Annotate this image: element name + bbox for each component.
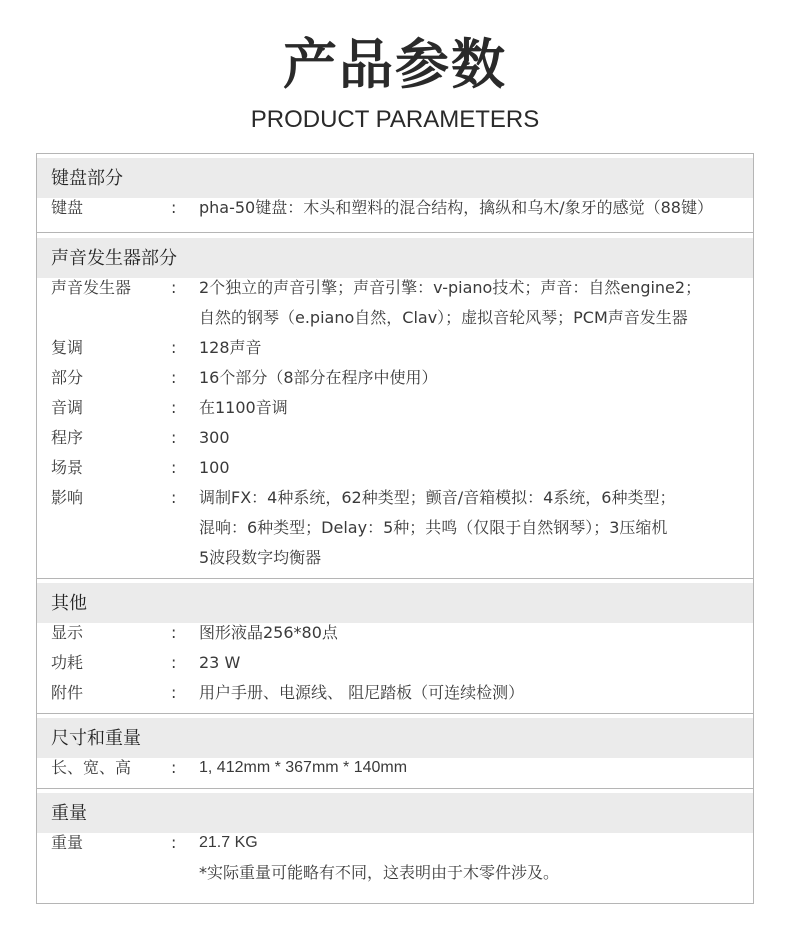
section-divider	[37, 578, 753, 579]
section-heading-dimensions: 尺寸和重量	[37, 718, 753, 758]
row-label: 音调	[51, 398, 84, 417]
row-colon: :	[171, 338, 177, 357]
row-value: 1, 412mm * 367mm * 140mm	[199, 759, 408, 776]
section-divider	[37, 713, 753, 714]
row-value: 调制FX：4种系统，62种类型；颤音/音箱模拟：4系统，6种类型； 混响：6种类型；Delay：5种；共鸣（仅限于自然钢琴）；3压缩机 5波段数字均衡器	[199, 488, 676, 567]
row-colon: :	[171, 833, 177, 852]
row-value: 16个部分（8部分在程序中使用）	[199, 368, 438, 387]
row-colon: :	[171, 653, 177, 672]
row-label: 部分	[51, 368, 84, 387]
row-value: 2个独立的声音引擎；声音引擎：v-piano技术；声音：自然engine2； 自然的钢琴（e.piano自然，Clav）；虚拟音轮风琴；PCM声音发生器	[199, 278, 702, 327]
row-value: 23 W	[199, 653, 241, 672]
row-label: 键盘	[51, 198, 84, 217]
row-value: 100	[199, 458, 230, 477]
row-value: 128声音	[199, 338, 262, 357]
row-value: 图形液晶256*80点	[199, 623, 338, 642]
row-value: 用户手册、电源线、 阻尼踏板（可连续检测）	[199, 683, 525, 702]
section-heading-keyboard: 键盘部分	[37, 158, 753, 198]
row-colon: :	[171, 458, 177, 477]
row-colon: :	[171, 683, 177, 702]
section-divider	[37, 788, 753, 789]
row-colon: :	[171, 368, 177, 387]
row-colon: :	[171, 623, 177, 642]
page-title: 产品参数	[283, 33, 507, 96]
row-label: 重量	[51, 833, 84, 852]
section-heading-other: 其他	[37, 583, 753, 623]
row-value: pha-50键盘：木头和塑料的混合结构，擒纵和乌木/象牙的感觉（88键）	[199, 198, 713, 217]
row-colon: :	[171, 398, 177, 417]
row-value: 21.7 KG	[199, 834, 258, 851]
row-label: 功耗	[51, 653, 84, 672]
row-label: 附件	[51, 683, 84, 702]
row-colon: :	[171, 428, 177, 447]
row-label: 复调	[51, 338, 84, 357]
row-value: 在1100音调	[199, 398, 288, 417]
row-colon: :	[171, 278, 177, 297]
weight-footnote: *实际重量可能略有不同，这表明由于木零件涉及。	[199, 863, 560, 882]
parameters-table	[36, 153, 754, 904]
row-colon: :	[171, 488, 177, 507]
row-label: 声音发生器	[51, 278, 132, 297]
row-label: 场景	[51, 458, 84, 477]
row-label: 程序	[51, 428, 84, 447]
row-label: 长、宽、高	[51, 758, 132, 777]
row-colon: :	[171, 198, 177, 217]
section-heading-weight: 重量	[37, 793, 753, 833]
page-subtitle: PRODUCT PARAMETERS	[250, 106, 540, 133]
row-colon: :	[171, 758, 177, 777]
row-label: 显示	[51, 623, 84, 642]
row-value: 300	[199, 428, 230, 447]
section-divider	[37, 232, 753, 233]
row-label: 影响	[51, 488, 84, 507]
section-heading-sound-generator: 声音发生器部分	[37, 238, 753, 278]
